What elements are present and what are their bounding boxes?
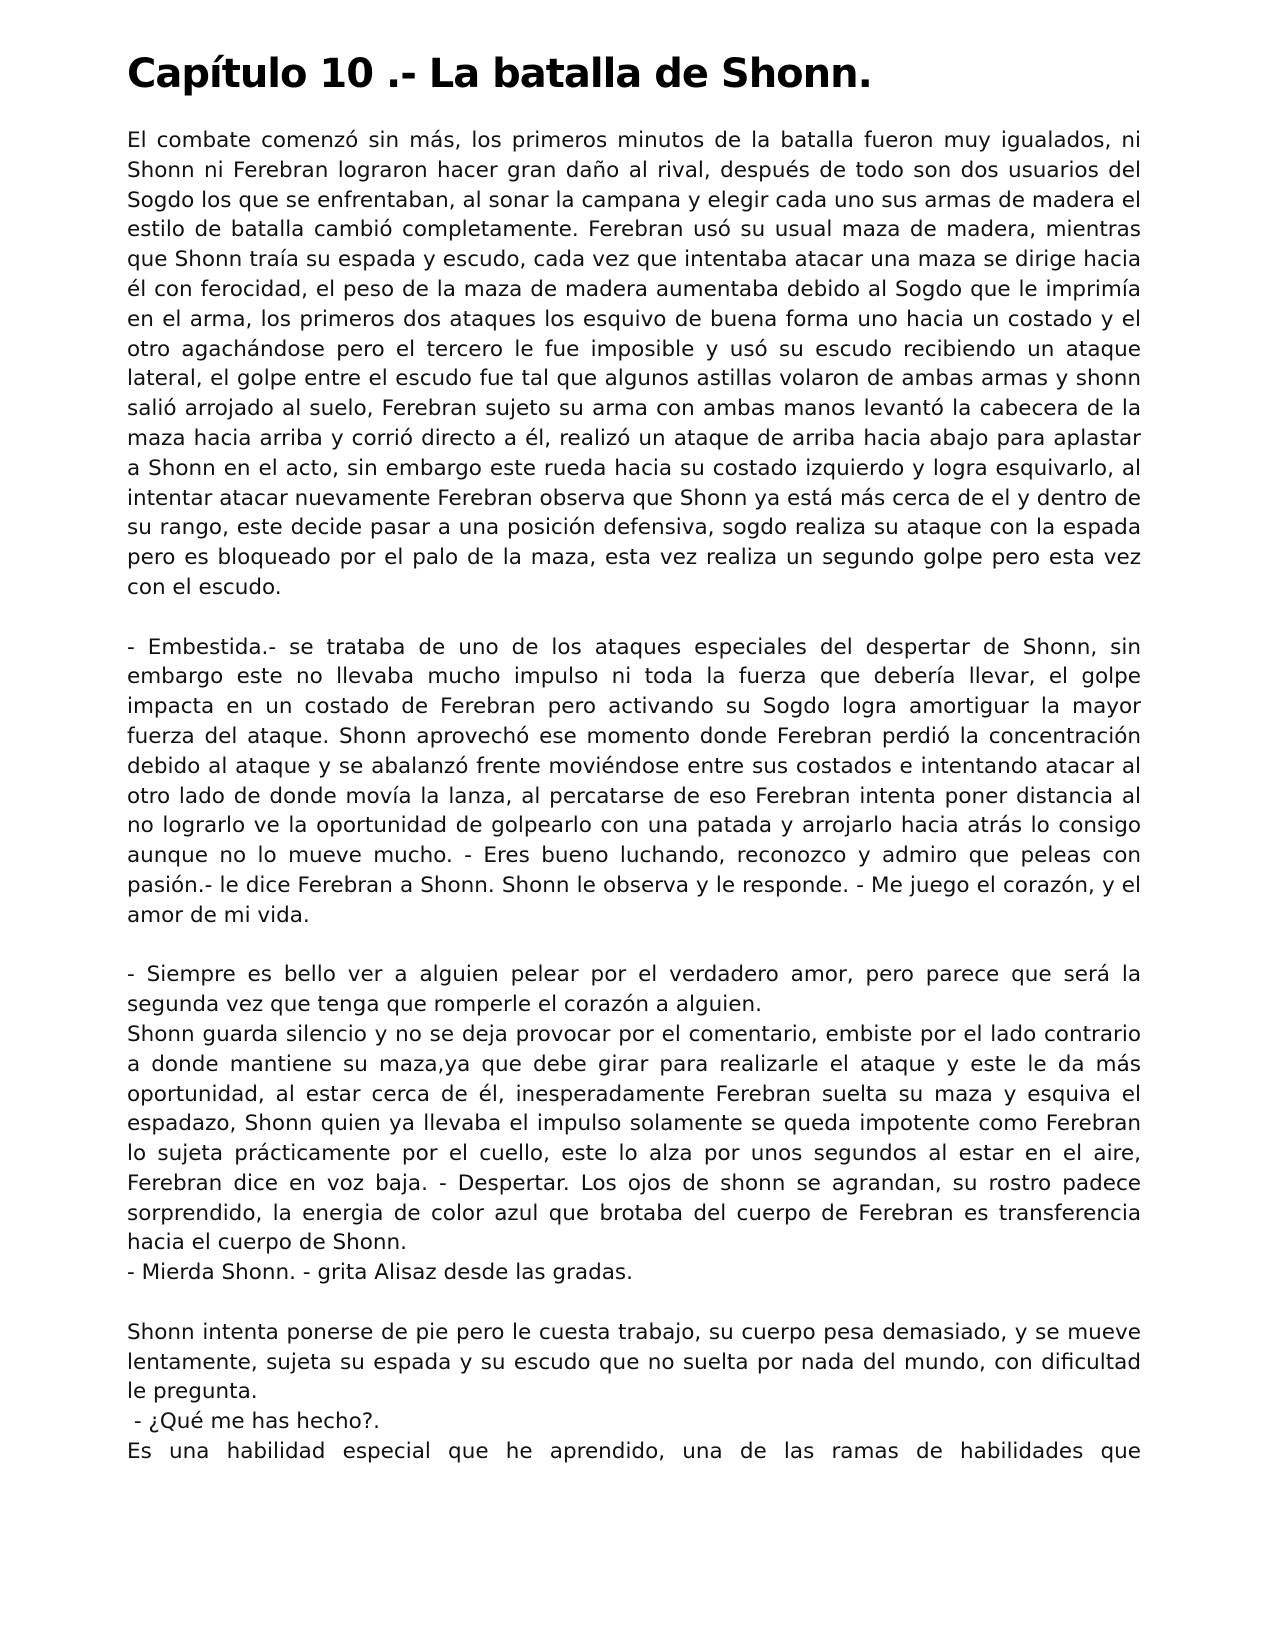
paragraph-spacer xyxy=(127,603,1141,633)
paragraph-special-ability: Es una habilidad especial que he aprendido, una de las ramas de habilidades que xyxy=(127,1439,1141,1465)
paragraph-shonn-stands: Shonn intenta ponerse de pie pero le cuesta trabajo, su cuerpo pesa demasiado, y se mueve lentamente, sujeta su espada y su escudo que no suelta por nada del mundo, con dificultad le pregunta. xyxy=(127,1319,1141,1405)
paragraph-combat-start: El combate comenzó sin más, los primeros minutos de la batalla fueron muy igualados, ni Shonn ni Ferebran lograron hacer gran daño al rival, después de todo son dos usuarios del Sogdo los que se enfrentaban, al sonar la campana y elegir cada uno sus armas de madera el estilo de batalla cambió completamente. Ferebran usó su usual maza de madera, mientras que Shonn traía su espada y escudo, cada vez que intentaba atacar una maza se dirige hacia él con ferocidad, el peso de la maza de madera aumentaba debido al Sogdo que le imprimía en el arma, los primeros dos ataques los esquivo de buena forma uno hacia un costado y el otro agachándose pero el tercero le fue imposible y usó su escudo recibiendo un ataque lateral, el golpe entre el escudo fue tal que algunos astillas volaron de ambas armas y shonn salió arrojado al suelo, Ferebran sujeto su arma con ambas manos levantó la cabecera de la maza hacia arriba y corrió directo a él, realizó un ataque de arriba hacia abajo para aplastar a Shonn en el acto, sin embargo este rueda hacia su costado izquierdo y logra esquivarlo, al intentar atacar nuevamente Ferebran observa que Shonn ya está más cerca de el y dentro de su rango, este decide pasar a una posición defensiva, sogdo realiza su ataque con la espada pero es bloqueado por el palo de la maza, esta vez realiza un segundo golpe pero esta vez con el escudo. xyxy=(127,128,1141,600)
paragraph-spacer xyxy=(127,931,1141,961)
paragraph-shonn-question: - ¿Qué me has hecho?. xyxy=(127,1409,380,1435)
paragraph-spacer xyxy=(127,1288,1141,1318)
chapter-title: Capítulo 10 .- La batalla de Shonn. xyxy=(127,51,872,97)
paragraph-alisaz-shout: - Mierda Shonn. - grita Alisaz desde las gradas. xyxy=(127,1260,633,1286)
paragraph-shonn-silence: Shonn guarda silencio y no se deja provocar por el comentario, embiste por el lado contrario a donde mantiene su maza,ya que debe girar para realizarle el ataque y este le da más oportunidad, al estar cerca de él, inesperadamente Ferebran suelta su maza y esquiva el espadazo, Shonn quien ya llevaba el impulso solamente se queda impotente como Ferebran lo sujeta prácticamente por el cuello, este lo alza por unos segundos al estar en el aire, Ferebran dice en voz baja. - Despertar. Los ojos de shonn se agrandan, su rostro padece sorprendido, la energia de color azul que brotaba del cuerpo de Ferebran es transferencia hacia el cuerpo de Shonn. xyxy=(127,1021,1141,1256)
document-page xyxy=(127,44,1141,1467)
paragraph-embestida: - Embestida.- se trataba de uno de los ataques especiales del despertar de Shonn, sin embargo este no llevaba mucho impulso ni toda la fuerza que debería llevar, el golpe impacta en un costado de Ferebran pero activando su Sogdo logra amortiguar la mayor fuerza del ataque. Shonn aprovechó ese momento donde Ferebran perdió la concentración debido al ataque y se abalanzó frente moviéndose entre sus costados e intentando atacar al otro lado de donde movía la lanza, al percatarse de eso Ferebran intenta poner distancia al no lograrlo ve la oportunidad de golpearlo con una patada y arrojarlo hacia atrás lo consigo aunque no lo mueve mucho. - Eres bueno luchando, reconozco y admiro que peleas con pasión.- le dice Ferebran a Shonn. Shonn le observa y le responde. - Me juego el corazón, y el amor de mi vida. xyxy=(127,634,1141,928)
paragraph-ferebran-reply: - Siempre es bello ver a alguien pelear por el verdadero amor, pero parece que será la segunda vez que tenga que romperle el corazón a alguien. xyxy=(127,962,1141,1018)
